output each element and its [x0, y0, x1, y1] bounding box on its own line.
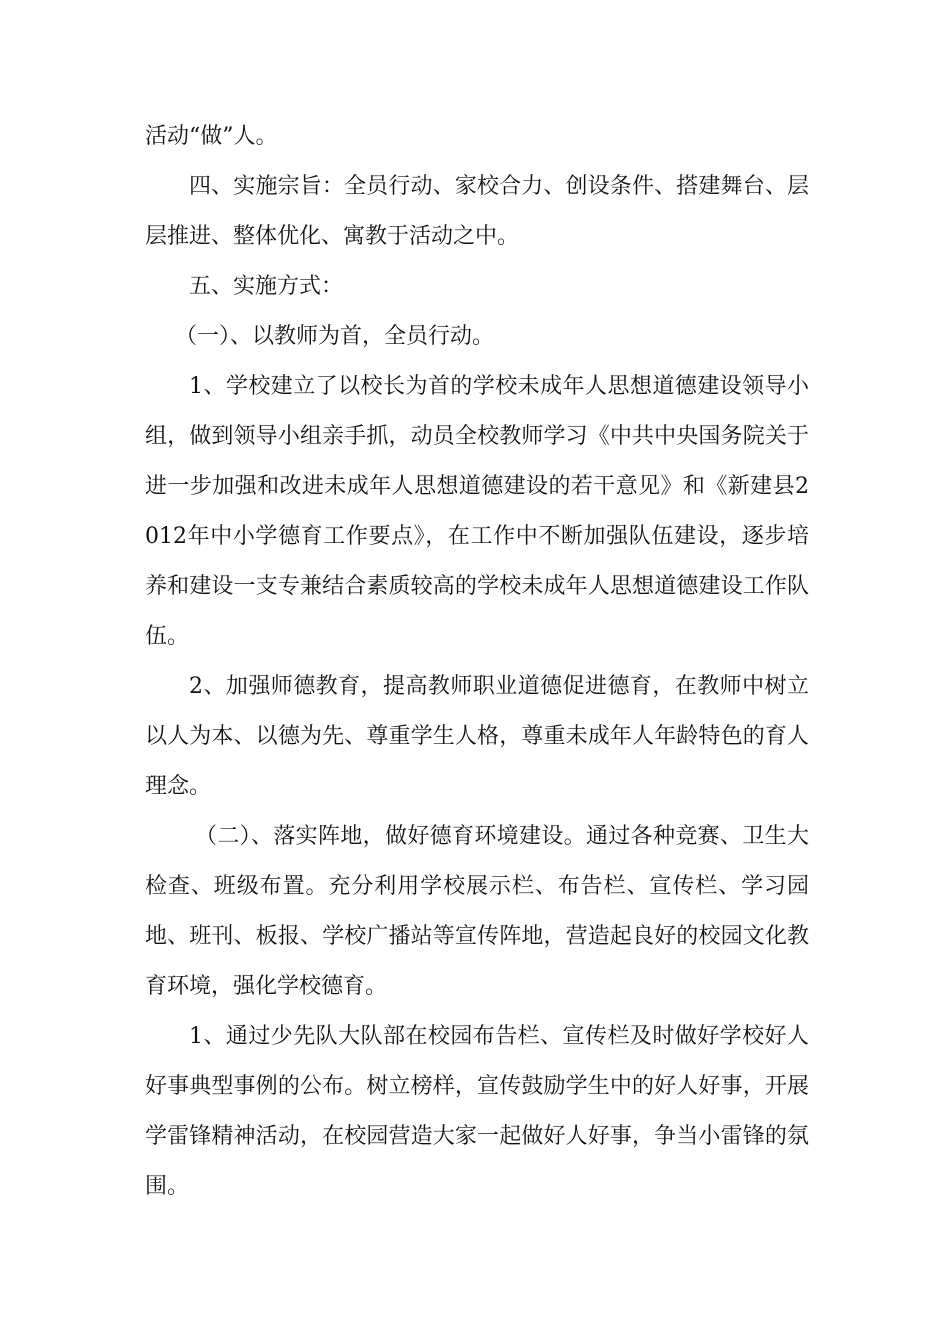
- paragraph-continuation: 活动“做”人。: [145, 124, 278, 149]
- paragraph-leadership-group: 1、学校建立了以校长为首的学校未成年人思想道德建设领导小组，做到领导小组亲手抓，动员全校教师学习《中共中央国务院关于进一步加强和改进未成年人思想道德建设的若干意见》和《新建县2012年中小学德育工作要点》，在工作中不断加强队伍建设，逐步培养和建设一支专兼结合素质较高的学校未成年人思想道德建设工作队伍。: [145, 374, 809, 649]
- paragraph-good-deeds: 1、通过少先队大队部在校园布告栏、宣传栏及时做好学校好人好事典型事例的公布。树立榜样，宣传鼓励学生中的好人好事，开展学雷锋精神活动，在校园营造大家一起做好人好事，争当小雷锋的氛围。: [145, 1024, 809, 1199]
- paragraph-implementation-purpose: 四、实施宗旨：全员行动、家校合力、创设条件、搭建舞台、层层推进、整体优化、寓教于活动之中。: [145, 174, 809, 249]
- subsection-heading-teachers-first: （一）、以教师为首，全员行动。: [175, 324, 495, 349]
- paragraph-teacher-ethics: 2、加强师德教育，提高教师职业道德促进德育，在教师中树立以人为本、以德为先、尊重学生人格，尊重未成年人年龄特色的育人理念。: [145, 674, 809, 799]
- section-heading-implementation-methods: 五、实施方式：: [189, 274, 344, 299]
- paragraph-moral-environment: （二）、落实阵地，做好德育环境建设。通过各种竞赛、卫生大检查、班级布置。充分利用学校展示栏、布告栏、宣传栏、学习园地、班刊、板报、学校广播站等宣传阵地，营造起良好的校园文化教育环境，强化学校德育。: [145, 824, 809, 999]
